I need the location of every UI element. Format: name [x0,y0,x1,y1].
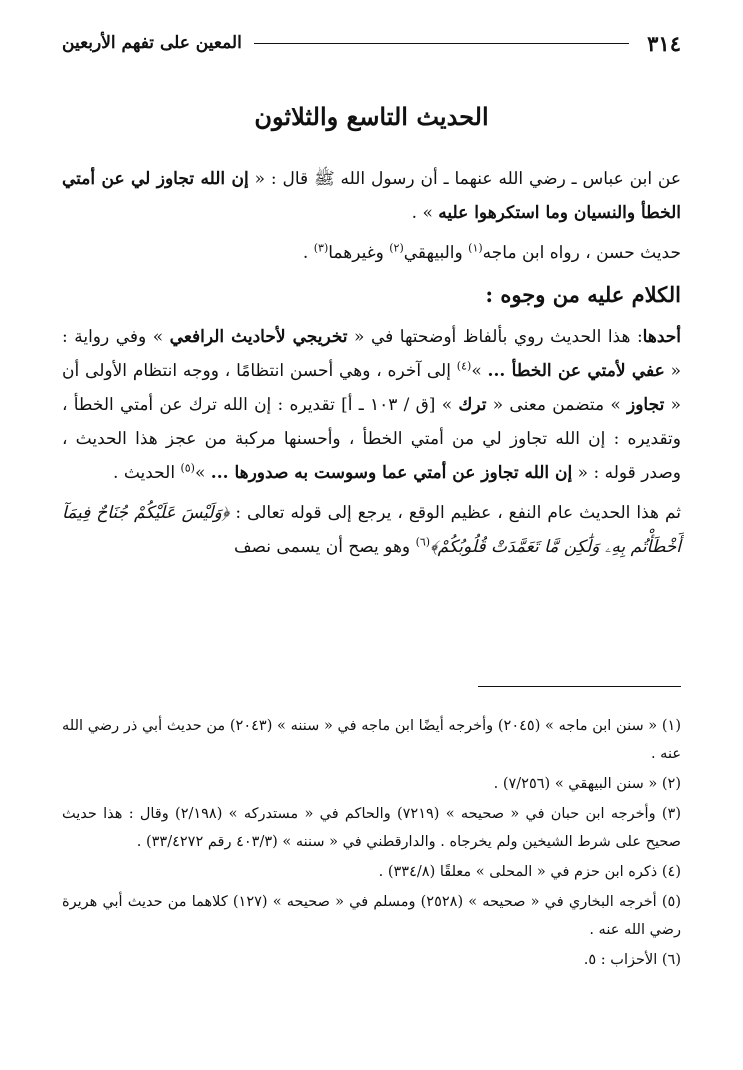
footnote [62,858,681,886]
footnote [62,888,681,944]
quran-verse: ﴿وَلَيْسَ عَلَيْكُمْ جُنَاحٌ فِيمَآ أَخْطَأْتُم بِهِۦ وَلَٰكِن مَّا تَعَمَّدَتْ قُلُوبُكُمْ﴾ [62,503,681,557]
running-title: المعين على تفهم الأربعين [62,33,242,53]
footnote-number: (٥) [661,894,681,910]
hadith-intro: عن ابن عباس ـ رضي الله عنهما ـ أن رسول الله ﷺ قال : « [248,169,682,189]
footnotes [62,712,681,976]
grading-paragraph [62,236,681,270]
footnote-text: ذكره ابن حزم في « المحلى » معلقًا (٣٣٤/٨) . [378,864,662,880]
footnote-ref: (٥) [180,461,195,475]
main-text [62,162,681,570]
hadith-title: الحديث التاسع والثلاثون [254,102,489,131]
grading-text: والبيهقي [403,243,469,263]
paragraph-text: إلى آخره ، وهي أحسن انتظامًا ، ووجه انتظام الأولى أن « [62,361,681,415]
footnote [62,712,681,768]
footnote-number: (٦) [661,952,681,968]
footnote-text: الأحزاب : ٥. [583,952,662,968]
grading-text: . [302,243,314,263]
hadith-text: إن الله تجاوز لي عن أمتي الخطأ والنسيان وما استكرهوا عليه [62,169,681,223]
footnote-ref: (٣) [313,241,329,255]
paragraph-text: » [471,361,488,381]
footnote [62,946,681,974]
paragraph-text: : هذا الحديث روي بألفاظ أوضحتها في « [347,327,643,347]
paragraph-text: وهو يصح أن يسمى نصف [233,537,416,557]
narration-text: عفي لأمتي عن الخطأ ... [487,361,665,381]
section-heading: الكلام عليه من وجوه : [485,282,681,307]
paragraph-text: » متضمن معنى « [486,395,627,415]
footnote [62,770,681,798]
footnote-number: (٢) [661,776,681,792]
footnote-number: (٣) [661,806,682,822]
page-header [62,28,681,58]
paragraph-text: الحديث . [113,463,181,483]
first-aspect-paragraph [62,320,681,490]
grading-text: وغيرهما [328,243,390,263]
keyword: ترك [458,395,487,415]
footnote-text: وأخرجه ابن حبان في « صحيحه » (٧٢١٩) والحاكم في « مستدركه » (٢/١٩٨) وقال : هذا حديث صحيح على شرط الشيخين ولم يخرجاه . والدارقطني في « سننه » (٤٠٣/٣ رقم ٣٣/٤٢٧٢) . [62,806,681,850]
second-paragraph [62,496,681,564]
footnote-separator [478,686,681,687]
footnote-text: أخرجه البخاري في « صحيحه » (٢٥٢٨) ومسلم في « صحيحه » (١٢٧) كلاهما من حديث أبي هريرة رضي الله عنه . [62,894,681,938]
footnote-ref: (١) [468,241,483,255]
footnote [62,800,681,856]
keyword: تجاوز [627,395,665,415]
footnote-ref: (٤) [456,359,472,373]
footnote-ref: (٦) [415,535,431,549]
hadith-close: » . [411,203,439,223]
aspect-lead: أحدها [642,327,681,347]
paragraph-text: » وفي رواية : « [62,327,681,381]
footnote-number: (٤) [661,864,681,880]
paragraph-text: » [194,463,211,483]
footnote-ref: (٢) [389,241,404,255]
hadith-paragraph [62,162,681,230]
narration-text: إن الله تجاوز عن أمتي عما وسوست به صدورها ... [210,463,573,483]
footnote-text: « سنن البيهقي » (٧/٢٥٦) . [493,776,662,792]
paragraph-text: » [ق / ١٠٣ ـ أ] تقديره : إن الله ترك عن أمتي الخطأ ، وتقديره : إن الله تجاوز لي من أمتي الخطأ ، وأحسنها مركبة من عجز هذا الحديث ، وصدر قوله : « [62,395,681,483]
header-rule [254,43,629,44]
footnote-text: « سنن ابن ماجه » (٢٠٤٥) وأخرجه أيضًا ابن ماجه في « سننه » (٢٠٤٣) من حديث أبي ذر رضي الله عنه . [62,718,681,762]
grading-text: حديث حسن ، رواه ابن ماجه [482,243,681,263]
paragraph-text: ثم هذا الحديث عام النفع ، عظيم الوقع ، يرجع إلى قوله تعالى : [229,503,681,523]
page-number: ٣١٤ [647,30,681,56]
footnote-number: (١) [661,718,681,734]
book-title: تخريجي لأحاديث الرافعي [169,327,348,347]
